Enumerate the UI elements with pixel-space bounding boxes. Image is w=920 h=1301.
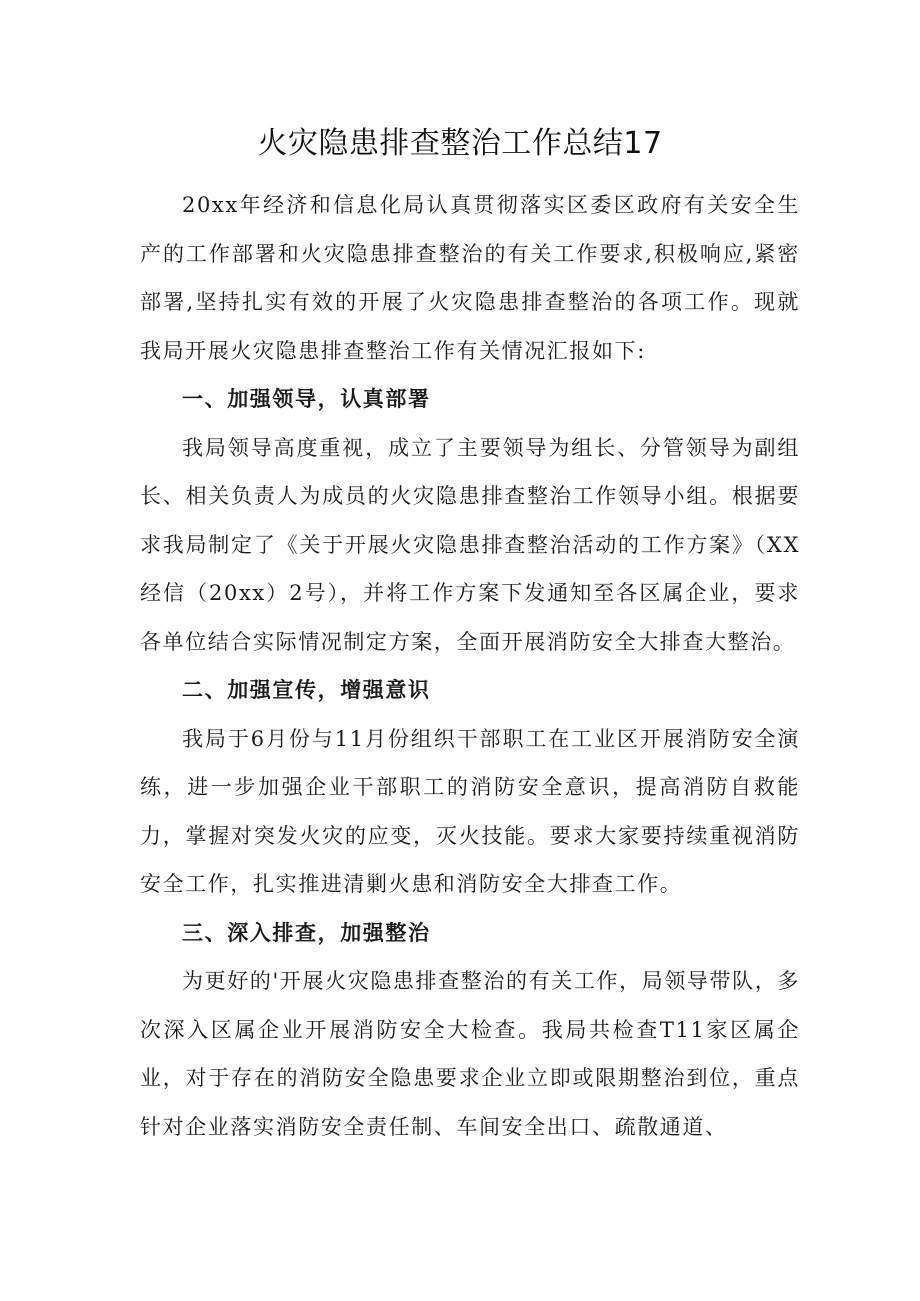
heading-section-1: 一、加强领导，认真部署	[182, 387, 431, 411]
heading-section-3: 三、深入排查，加强整治	[182, 920, 431, 945]
paragraph-section-2: 我局于6月份与11月份组织干部职工在工业区开展消防安全演练，进一步加强企业干部职工的消防安全意识，提高消防自救能力，掌握对突发火灾的应变，灭火技能。要求大家要持续重视消防安全工作，扎实推进清剿火患和消防安全大排查工作。	[140, 726, 800, 896]
document-body	[140, 181, 800, 1151]
paragraph-section-1: 我局领导高度重视，成立了主要领导为组长、分管领导为副组长、相关负责人为成员的火灾隐患排查整治工作领导小组。根据要求我局制定了《关于开展火灾隐患排查整治活动的工作方案》（XX经信（20xx）2号），并将工作方案下发通知至各区属企业，要求各单位结合实际情况制定方案，全面开展消防安全大排查大整治。	[140, 435, 800, 654]
document-title: 火灾隐患排查整治工作总结17	[257, 126, 663, 161]
paragraph-section-3: 为更好的'开展火灾隐患排查整治的有关工作，局领导带队，多次深入区属企业开展消防安全大检查。我局共检查T11家区属企业，对于存在的消防安全隐患要求企业立即或限期整治到位，重点针对企业落实消防安全责任制、车间安全出口、疏散通道、	[140, 969, 800, 1139]
heading-section-2: 二、加强宣传，增强意识	[182, 678, 431, 702]
paragraph-intro: 20xx年经济和信息化局认真贯彻落实区委区政府有关安全生产的工作部署和火灾隐患排查整治的有关工作要求,积极响应,紧密部署,坚持扎实有效的开展了火灾隐患排查整治的各项工作。现就我局开展火灾隐患排查整治工作有关情况汇报如下:	[140, 193, 800, 363]
